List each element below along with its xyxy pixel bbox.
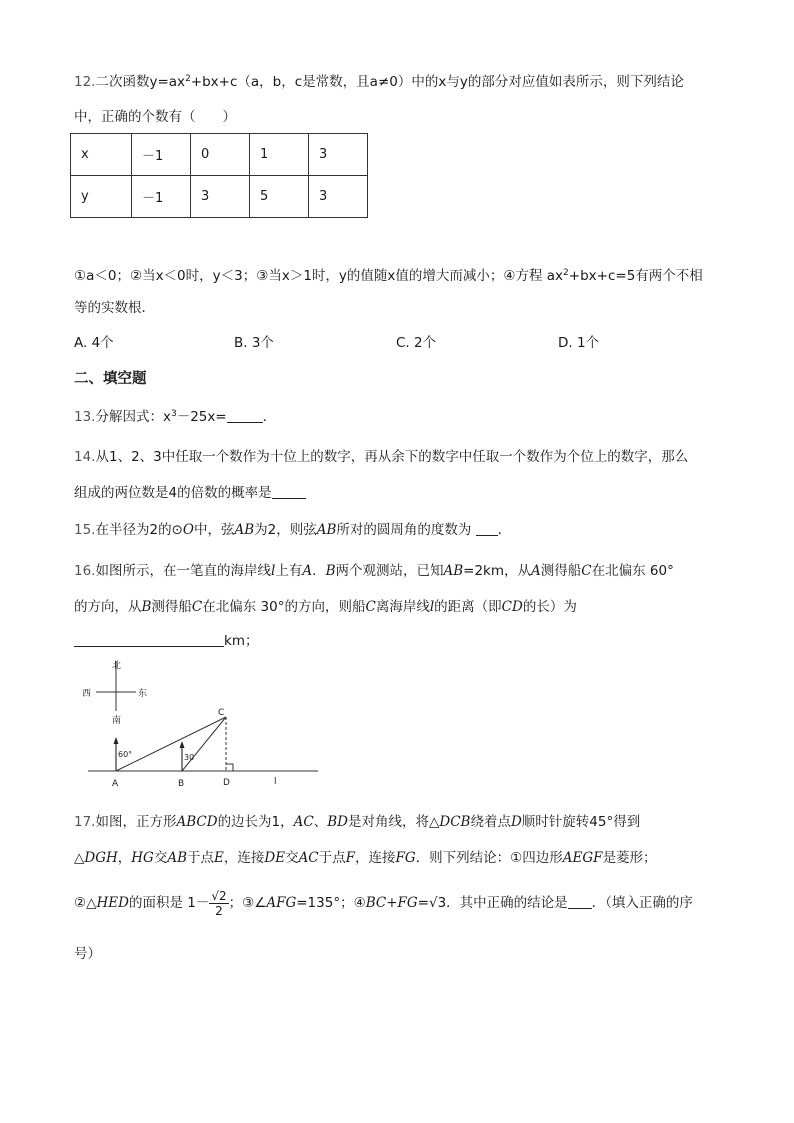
- q16-var: A: [302, 563, 313, 579]
- q17-text: 如图，正方形: [95, 814, 177, 830]
- q16-text: 的长）为: [522, 599, 577, 615]
- compass-east: 东: [138, 689, 148, 699]
- q15-text-a: 在半径为2的⊙: [95, 522, 183, 538]
- q17-var: AFG: [266, 895, 297, 911]
- q17-var: F: [345, 850, 356, 866]
- q17-var: DCB: [439, 814, 471, 830]
- q16-text: 离海岸线: [375, 599, 430, 615]
- compass-south: 南: [112, 716, 122, 726]
- q17-text: ．其中正确的结论是: [446, 895, 568, 911]
- q15-text-b: 中，弦: [193, 522, 235, 538]
- table-cell: 3: [309, 176, 368, 218]
- table-row-y: [71, 176, 368, 218]
- q17-var: HG: [131, 850, 154, 866]
- q13-text-b: －25x=: [176, 409, 227, 425]
- q17-text: 的面积是 1－: [128, 895, 210, 911]
- q15-text-d: 所对的圆周角的度数为: [336, 522, 472, 538]
- q16-text: =2km，从: [463, 563, 532, 579]
- q17-text: ，连接: [223, 850, 265, 866]
- label-b: B: [178, 779, 185, 789]
- q15-number: 15.: [74, 522, 96, 538]
- q17-var: AC: [298, 850, 319, 866]
- label-l: l: [274, 777, 277, 787]
- q12-statements-a: ①a＜0；②当x＜0时，y＜3；③当x＞1时，y的值随x值的增大而减小；④方程 ax: [74, 268, 564, 284]
- q14-line2: [74, 483, 306, 503]
- right-angle-mark: [226, 764, 233, 771]
- compass: [82, 659, 147, 726]
- q17-text: ；③∠: [228, 895, 267, 911]
- angle-30: 30: [184, 753, 195, 762]
- q13-answer-blank[interactable]: [227, 422, 263, 423]
- q16-var: CD: [501, 599, 523, 615]
- q15-var-ab-2: AB: [316, 522, 337, 538]
- fraction-numerator: √2: [211, 888, 227, 903]
- compass-west: 西: [82, 689, 92, 699]
- q17-var: FG: [395, 850, 416, 866]
- q16-text: 测得船: [151, 599, 192, 615]
- label-d: D: [223, 778, 230, 788]
- q17-text: 、: [313, 814, 328, 830]
- option-d[interactable]: D. 1个: [558, 335, 600, 351]
- q16-var: AB: [443, 563, 464, 579]
- compass-north: 北: [112, 661, 122, 671]
- q17-text: 于点: [318, 850, 346, 866]
- q17-text: 交: [153, 850, 168, 866]
- q12-statements-b: +bx+c=5有两个不相: [568, 268, 703, 284]
- q15-answer-blank[interactable]: [476, 535, 498, 536]
- q17-number: 17.: [74, 814, 96, 830]
- sqrt3: √3: [428, 895, 447, 911]
- q17-var: AB: [167, 850, 188, 866]
- q17-var: AEGF: [562, 850, 603, 866]
- q15: [74, 520, 511, 540]
- q17-text: 绕着点: [470, 814, 511, 830]
- q16-text: 的方向，从: [74, 599, 142, 615]
- q16-line3: [74, 631, 258, 651]
- q17-line2: [74, 848, 657, 868]
- q17-var: D: [510, 814, 522, 830]
- q16-text: 如图所示，在一笔直的海岸线: [95, 563, 271, 579]
- q17-var: DGH: [84, 850, 118, 866]
- q17-var: E: [214, 850, 224, 866]
- table-cell: 3: [309, 134, 368, 176]
- q17-text: 的边长为1，: [217, 814, 294, 830]
- q17-line4: 号）: [74, 946, 101, 962]
- line-bc: [182, 717, 226, 771]
- fraction-sqrt2-over-2: [209, 889, 228, 918]
- q16-var: l: [429, 599, 435, 615]
- q16-var: A: [531, 563, 541, 579]
- q17-answer-blank[interactable]: [568, 908, 592, 909]
- q17-text: 是菱形；: [602, 850, 657, 866]
- q15-var-ab: AB: [234, 522, 255, 538]
- q17-var: BD: [327, 814, 348, 830]
- table-cell: 0: [191, 134, 250, 176]
- q13-text-a: 分解因式：x: [95, 409, 171, 425]
- line-ac: [116, 717, 226, 771]
- table-cell: 3: [191, 176, 250, 218]
- table-cell: x: [71, 134, 132, 176]
- q17-text: =: [417, 895, 429, 911]
- fraction-denominator: 2: [215, 903, 223, 918]
- q17-text: 是对角线，将△: [348, 814, 440, 830]
- q13: 13.分解因式：$x^3-25x=$ ．: [74, 409, 277, 425]
- q13-tail: ．: [262, 409, 277, 425]
- q16-var: l: [270, 563, 276, 579]
- q12-text-a: 二次函数y=ax: [95, 74, 186, 90]
- q17-var: AC: [293, 814, 314, 830]
- q17-text: ，: [117, 850, 132, 866]
- q13-number: 13.: [74, 409, 96, 425]
- option-b[interactable]: B. 3个: [234, 335, 274, 351]
- q12-line2: 中，正确的个数有（ ）: [74, 109, 236, 125]
- q16-var: C: [581, 563, 592, 579]
- q16-answer-blank[interactable]: [74, 646, 224, 647]
- q12-line1: 12.二次函数$y=ax^2+bx+c(a$，b，c是常数，且a≠0）中的x与y的部分对应值如表所示，则下列结论: [74, 74, 684, 90]
- q15-tail: ．: [497, 522, 512, 538]
- q14-number: 14.: [74, 449, 96, 465]
- q14-answer-blank[interactable]: [272, 498, 306, 499]
- label-a: A: [112, 779, 119, 789]
- q17-var: DE: [264, 850, 286, 866]
- q17-text: ．则下列结论：①四边形: [415, 850, 563, 866]
- q17-text: 于点: [187, 850, 215, 866]
- q12-number: 12.: [74, 74, 96, 90]
- q16-text: ．: [312, 563, 326, 579]
- option-a[interactable]: A. 4个: [74, 335, 114, 351]
- q16-line2: [74, 597, 577, 617]
- q16-figure: [74, 655, 334, 795]
- label-c: C: [218, 708, 225, 718]
- q16-var: C: [191, 599, 203, 615]
- q16-var: C: [365, 599, 376, 615]
- q16-var: B: [141, 599, 152, 615]
- q17-text: ，连接: [355, 850, 396, 866]
- q16-text: 两个观测站，已知: [335, 563, 444, 579]
- q14-text-2: 组成的两位数是4的倍数的概率是: [74, 485, 272, 501]
- table-row-x: [71, 134, 368, 176]
- table-cell: －1: [132, 176, 191, 218]
- q12-text-b: +bx+c（a，b，c是常数，且a≠0）中的x与y的部分对应值如表所示，则下列结论: [190, 74, 684, 90]
- q14-text: 从1、2、3中任取一个数作为十位上的数字，再从余下的数字中任取一个数作为个位上的数字，那么: [95, 449, 689, 465]
- q17-line3: [74, 886, 693, 920]
- q15-var-o: O: [182, 522, 194, 538]
- q16-text: 上有: [275, 563, 303, 579]
- q17-text: ②△: [74, 895, 97, 911]
- q14-line1: [74, 447, 688, 467]
- q17-text: ．（填入正确的序: [591, 895, 693, 911]
- q17-var: BC+FG: [365, 895, 418, 911]
- value-table: [70, 133, 368, 218]
- q16-line1: [74, 561, 674, 581]
- table-cell: 1: [250, 134, 309, 176]
- q16-unit: km；: [224, 633, 259, 649]
- q12-statements: ①a＜0；②当x＜0时，y＜3；③当x＞1时，y的值随x值的增大而减小；④方程 $ax^2+bx+c=5$有两个不相: [74, 268, 703, 284]
- q16-text: 在北偏东 30°的方向，则船: [202, 599, 366, 615]
- q16-text: 的距离（即: [434, 599, 502, 615]
- q16-var: B: [325, 563, 336, 579]
- q17-text: 交: [285, 850, 299, 866]
- q17-text: =135°；④: [296, 895, 366, 911]
- table-cell: y: [71, 176, 132, 218]
- table-cell: 5: [250, 176, 309, 218]
- q16-number: 16.: [74, 563, 96, 579]
- q12-statements-line2: 等的实数根．: [74, 300, 155, 316]
- q17-line1: [74, 812, 640, 832]
- angle-60: 60°: [118, 750, 133, 759]
- section-heading: 二、填空题: [74, 371, 147, 387]
- q17-text: △: [74, 850, 85, 866]
- q17-var: HED: [96, 895, 129, 911]
- q17-text: 顺时针旋转45°得到: [521, 814, 641, 830]
- q16-text: 测得船: [540, 563, 582, 579]
- q17-var: ABCD: [176, 814, 218, 830]
- q15-text-c: 为2，则弦: [254, 522, 317, 538]
- table-cell: －1: [132, 134, 191, 176]
- q16-text: 在北偏东 60°: [591, 563, 674, 579]
- option-c[interactable]: C. 2个: [396, 335, 437, 351]
